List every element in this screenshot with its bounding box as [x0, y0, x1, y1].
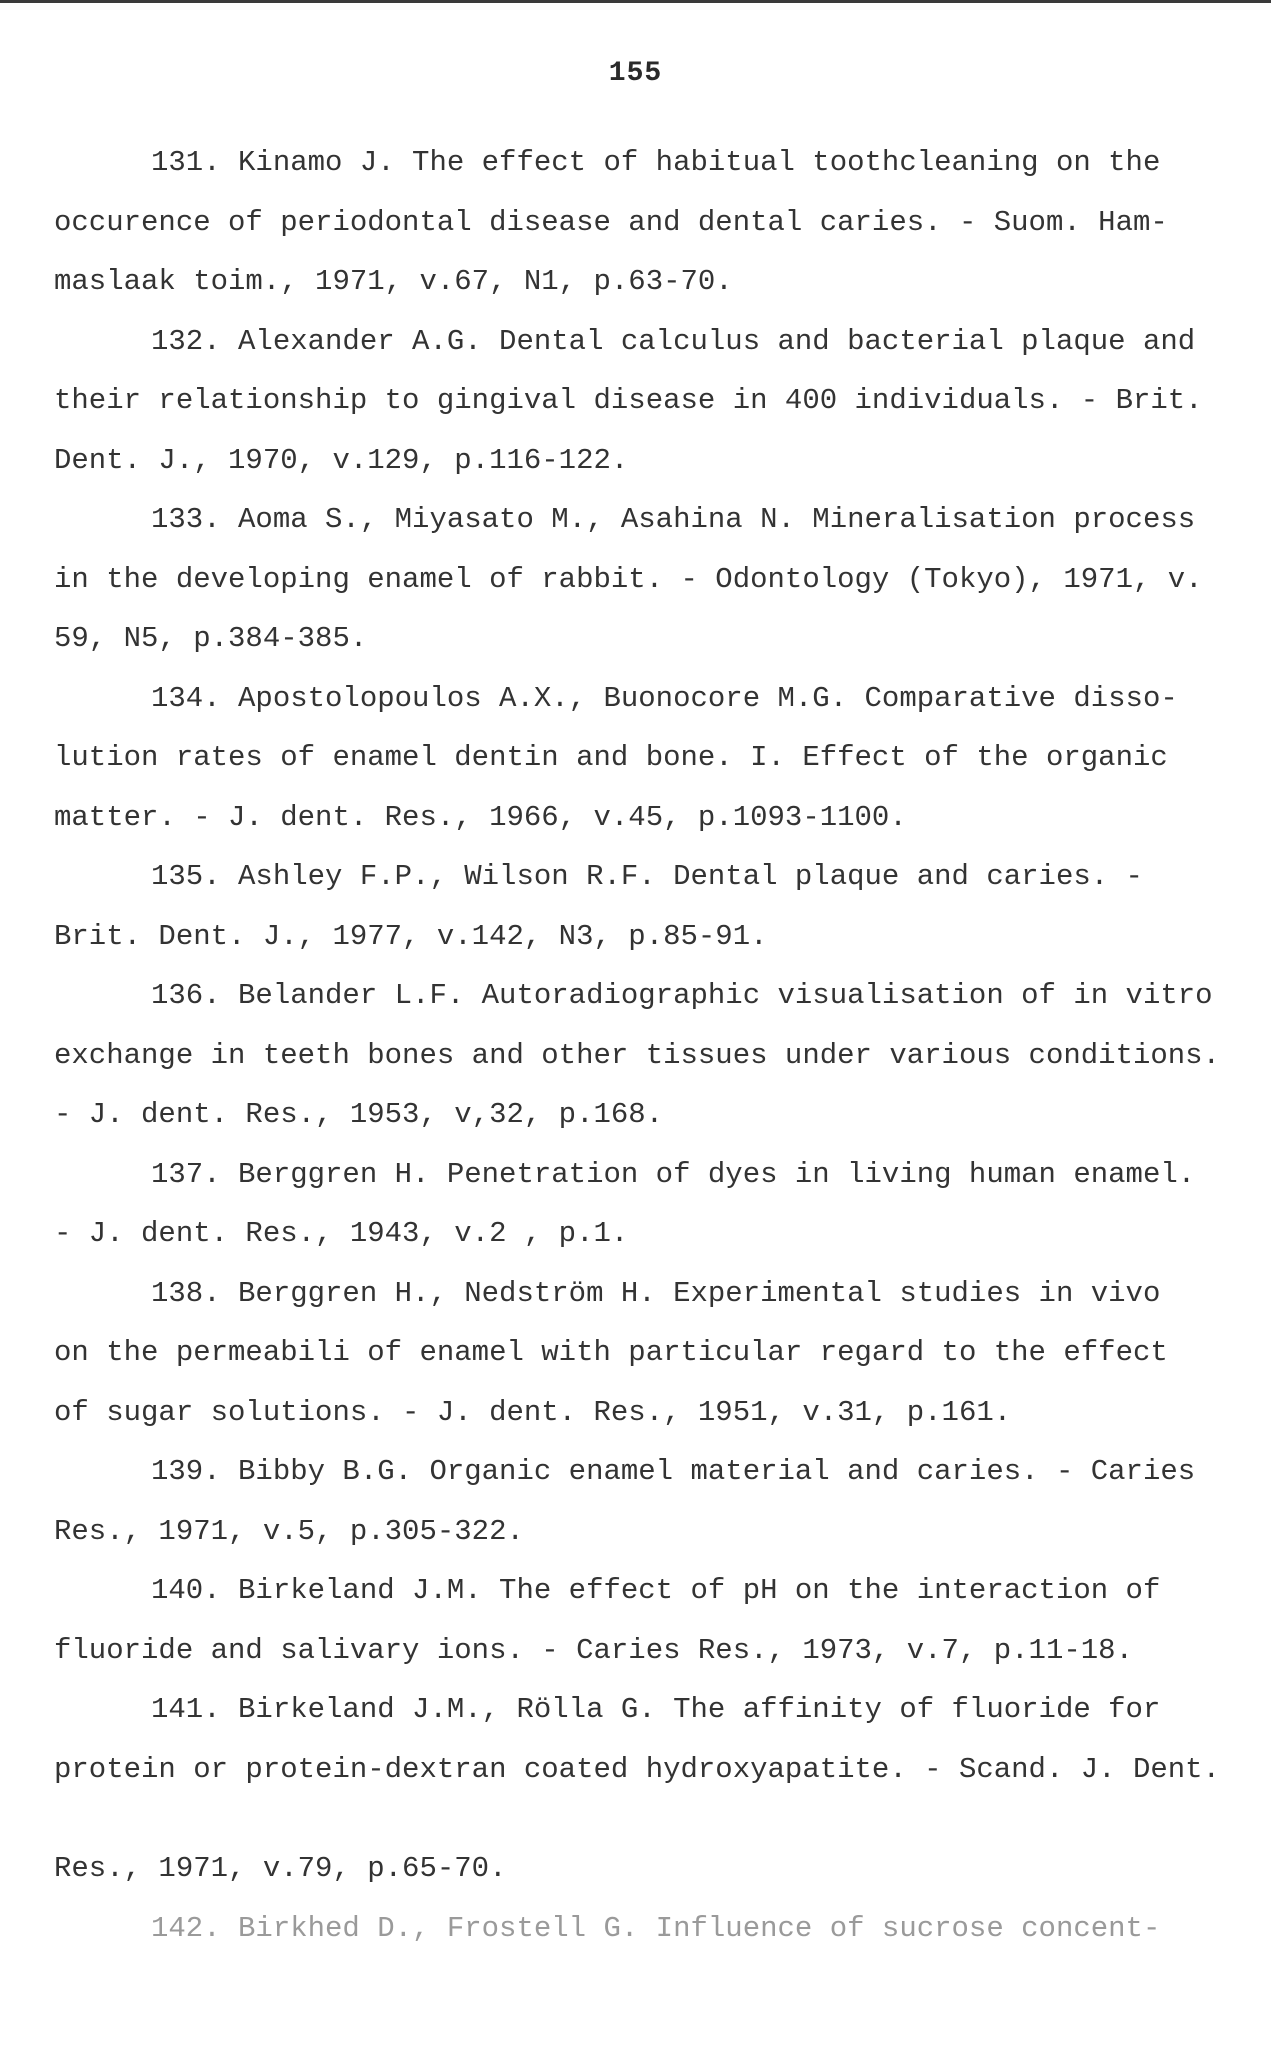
page-number: 155	[608, 58, 663, 89]
reference-line: - J. dent. Res., 1953, v,32, p.168.	[54, 1098, 664, 1131]
reference-line: 133. Aoma S., Miyasato M., Asahina N. Mineralisation process	[151, 503, 1196, 536]
reference-line: 59, N5, p.384-385.	[54, 622, 368, 655]
reference-line: occurence of periodontal disease and dental caries. - Suom. Ham-	[54, 205, 1168, 239]
reference-line: matter. - J. dent. Res., 1966, v.45, p.1093-1100.	[54, 800, 907, 834]
reference-entry	[54, 1264, 1264, 1443]
reference-line: 137. Berggren H. Penetration of dyes in living human enamel.	[151, 1157, 1196, 1191]
reference-entry	[54, 1145, 1264, 1264]
spacer	[54, 1799, 1264, 1839]
reference-line: lution rates of enamel dentin and bone. I. Effect of the organic	[54, 741, 1168, 774]
reference-entry	[54, 312, 1264, 491]
reference-line: Res., 1971, v.5, p.305-322.	[54, 1514, 524, 1548]
reference-entry	[54, 1442, 1264, 1561]
reference-line: Res., 1971, v.79, p.65-70.	[54, 1852, 507, 1885]
reference-line: 139. Bibby B.G. Organic enamel material and caries. - Caries	[151, 1455, 1196, 1488]
reference-line: exchange in teeth bones and other tissues under various conditions.	[54, 1038, 1220, 1072]
reference-entry	[54, 1561, 1264, 1680]
reference-line: on the permeabili of enamel with particular regard to the effect	[54, 1336, 1168, 1369]
top-border-rule	[0, 0, 1271, 3]
reference-line: 141. Birkeland J.M., Rölla G. The affinity of fluoride for	[151, 1693, 1161, 1726]
reference-line: fluoride and salivary ions. - Caries Res., 1973, v.7, p.11-18.	[54, 1633, 1133, 1667]
reference-line: in the developing enamel of rabbit. - Odontology (Tokyo), 1971, v.	[54, 562, 1203, 596]
reference-entry	[54, 133, 1264, 312]
reference-line: - J. dent. Res., 1943, v.2 , p.1.	[54, 1217, 629, 1250]
reference-line: 132. Alexander A.G. Dental calculus and bacterial plaque and	[151, 324, 1196, 358]
reference-line: 131. Kinamo J. The effect of habitual toothcleaning on the	[151, 146, 1161, 179]
reference-entry	[54, 490, 1264, 669]
reference-line: 136. Belander L.F. Autoradiographic visualisation of in vitro	[151, 979, 1213, 1012]
reference-line: 134. Apostolopoulos A.X., Buonocore M.G. Comparative disso-	[151, 681, 1178, 715]
reference-list	[54, 133, 1264, 1958]
reference-line: 142. Birkhed D., Frostell G. Influence of sucrose concent-	[151, 1911, 1161, 1945]
reference-line: Dent. J., 1970, v.129, p.116-122.	[54, 443, 629, 477]
reference-line: maslaak toim., 1971, v.67, N1, p.63-70.	[54, 265, 733, 298]
reference-line: 135. Ashley F.P., Wilson R.F. Dental plaque and caries. -	[151, 860, 1143, 893]
reference-entry	[54, 669, 1264, 848]
reference-entry	[54, 966, 1264, 1145]
reference-line: protein or protein-dextran coated hydroxyapatite. - Scand. J. Dent.	[54, 1752, 1220, 1786]
reference-line: Brit. Dent. J., 1977, v.142, N3, p.85-91.	[54, 919, 768, 953]
reference-entry	[54, 1899, 1264, 1959]
reference-line: 140. Birkeland J.M. The effect of pH on the interaction of	[151, 1574, 1161, 1607]
reference-line: of sugar solutions. - J. dent. Res., 1951, v.31, p.161.	[54, 1395, 1012, 1429]
reference-entry	[54, 1680, 1264, 1899]
reference-line: their relationship to gingival disease in 400 individuals. - Brit.	[54, 384, 1203, 417]
reference-line: 138. Berggren H., Nedström H. Experimental studies in vivo	[151, 1276, 1161, 1310]
reference-entry	[54, 847, 1264, 966]
